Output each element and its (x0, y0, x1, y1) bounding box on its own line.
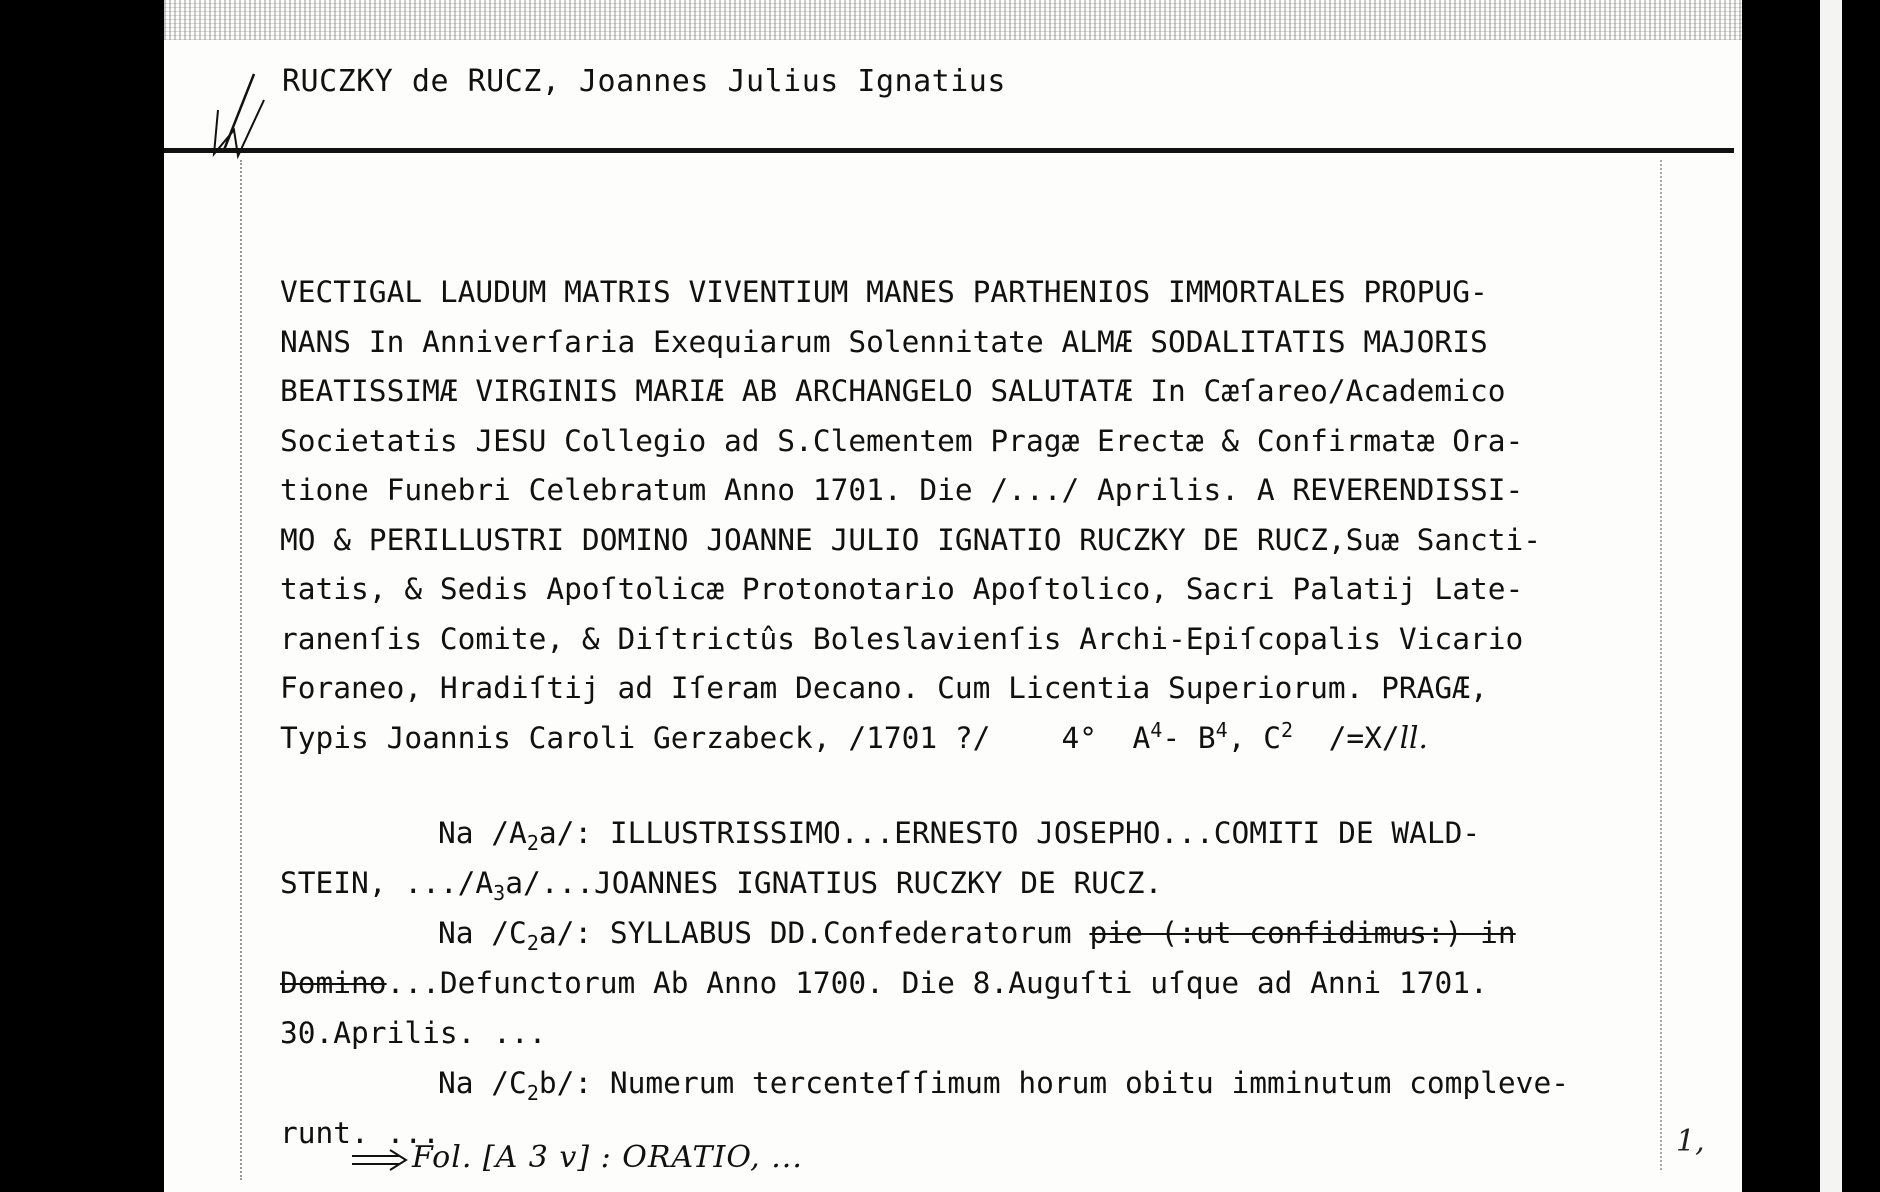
scan-noise (164, 0, 1742, 40)
body-line: tione Funebri Celebratum Anno 1701. Die /.../ Aprilis. A REVERENDISSI- (280, 473, 1524, 507)
note-text: Na /C (438, 916, 527, 950)
body-line: ranenſis Comite, & Diſtrictûs Boleslavienſis Archi-Epiſcopalis Vicario (280, 621, 1524, 656)
note-line (280, 858, 1700, 908)
body-line: MO & PERILLUSTRI DOMINO JOANNE JULIO IGNATIO RUCZKY DE RUCZ,Suæ Sancti- (280, 522, 1541, 557)
handwritten-note: Fol. [A 3 v] : ORATIO, ... (412, 1140, 803, 1175)
note-line: 30.Aprilis. ... (280, 1016, 547, 1050)
struck-text: pie (:ut confidimus:) in (1089, 916, 1516, 950)
pencil-mark-icon (204, 70, 274, 160)
note-subscript: 2 (526, 930, 539, 955)
body-line: NANS In Anniverſaria Exequiarum Solennitate ALMÆ SODALITATIS MAJORIS (280, 324, 1488, 359)
collation-b-count: 4 (1215, 717, 1228, 742)
collation-c-count: 2 (1280, 717, 1294, 742)
body-line: Societatis JESU Collegio ad S.Clementem Pragæ Erectæ & Confirmatæ Ora- (280, 423, 1524, 458)
body-line: tatis, & Sedis Apoſtolicæ Protonotario Apoſtolico, Sacri Palatij Late- (280, 572, 1524, 606)
shelf-mark: /=X/ (1328, 720, 1400, 755)
hand-annotation: ll. (1399, 720, 1428, 755)
catalog-card (164, 0, 1742, 1192)
left-margin-rule (240, 160, 242, 1180)
body-line: VECTIGAL LAUDUM MATRIS VIVENTIUM MANES PARTHENIOS IMMORTALES PROPUG- (280, 275, 1488, 309)
note-text: Na /C (438, 1066, 527, 1100)
note-text: a/: ILLUSTRISSIMO...ERNESTO JOSEPHO...COMITI DE WALD- (538, 816, 1481, 850)
struck-text: Domino (280, 966, 387, 1000)
format-size: 4° (1061, 720, 1097, 755)
arrow-right-icon (350, 1148, 410, 1172)
note-text: STEIN, .../A (280, 866, 494, 900)
body-line: Foraneo, Hradiſtij ad Iſeram Decano. Cum Licentia Superiorum. PRAGÆ, (280, 671, 1488, 705)
collation-c: C (1263, 720, 1281, 755)
collation-a-count: 4 (1150, 717, 1163, 742)
collation-comma: , (1227, 720, 1264, 755)
collation-b: B (1197, 720, 1216, 755)
note-line: runt. ... (280, 1116, 440, 1150)
note-text: ...Defunctorum Ab Anno 1700. Die 8.Auguſti uſque ad Anni 1701. (386, 966, 1488, 1000)
note-text: a/...JOANNES IGNATIUS RUCZKY DE RUCZ. (505, 866, 1163, 900)
imprint-line (280, 714, 1700, 764)
note-line (280, 908, 1700, 958)
note-subscript: 2 (526, 1080, 539, 1105)
card-heading: RUCZKY de RUCZ, Joannes Julius Ignatius (282, 64, 1006, 99)
title-description (280, 268, 1700, 763)
note-line (280, 1058, 1700, 1108)
note-line (280, 808, 1700, 858)
note-subscript: 3 (493, 880, 506, 905)
note-subscript: 2 (526, 830, 539, 855)
note-text: Na /A (438, 816, 527, 850)
body-line: BEATISSIMÆ VIRGINIS MARIÆ AB ARCHANGELO SALUTATÆ In Cæſareo/Academico (280, 374, 1506, 408)
collation-dash: - (1162, 720, 1198, 755)
imprint-text: Typis Joannis Caroli Gerzabeck, /1701 ?/ (280, 720, 991, 755)
note-text: b/: Numerum tercenteſſimum horum obitu imminutum compleve- (538, 1066, 1569, 1100)
note-line (280, 958, 1700, 1008)
note-text: a/: SYLLABUS DD.Confederatorum (538, 916, 1090, 950)
collation-a: A (1132, 720, 1151, 755)
notes-section (280, 808, 1700, 1158)
scan-edge (1820, 0, 1842, 1192)
page-number: 1, (1676, 1124, 1705, 1159)
header-rule (164, 148, 1734, 153)
